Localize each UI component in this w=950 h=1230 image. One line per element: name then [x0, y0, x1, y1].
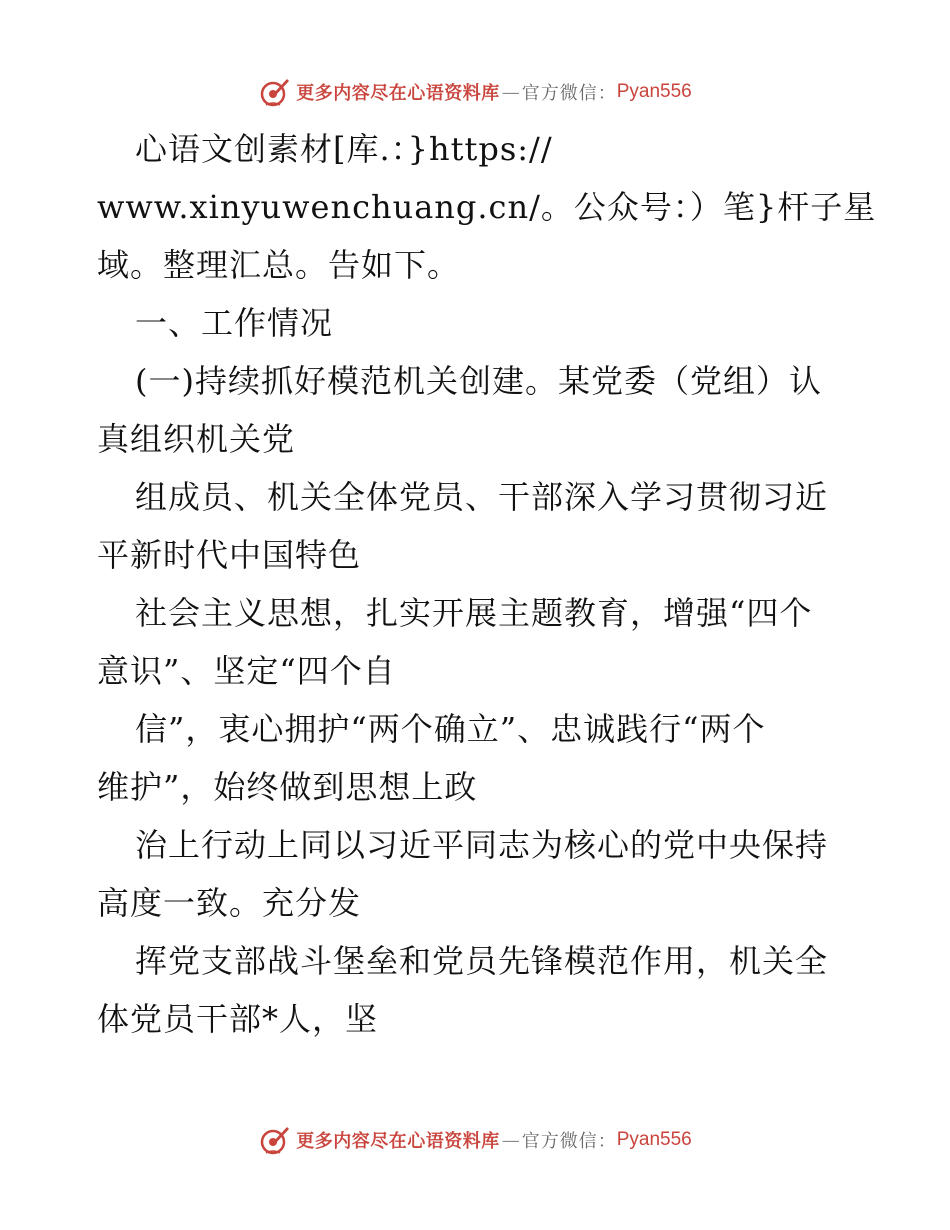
text-line: 组成员、机关全体党员、干部深入学习贯彻习近: [135, 478, 829, 516]
text-line: 社会主义思想，扎实开展主题教育，增强“四个: [135, 594, 813, 632]
text-line: 维护”，始终做到思想上政: [97, 768, 478, 806]
text-line: 平新时代中国特色: [97, 536, 362, 574]
banner-sub-text: 官方微信：: [521, 83, 617, 104]
banner-sub-text: 官方微信：: [521, 1131, 617, 1152]
text-line: 体党员干部*人，坚: [97, 1000, 379, 1038]
text-line: 信”，衷心拥护“两个确立”、忠诚践行“两个: [135, 710, 766, 748]
banner-dash: —: [501, 1129, 520, 1151]
pen-logo-icon: [258, 75, 292, 109]
banner-wechat-id: Pyan556: [616, 81, 692, 102]
text-line: 真组织机关党: [97, 420, 296, 458]
text-line: 意识”、坚定“四个自: [97, 652, 396, 690]
footer-banner: [0, 1120, 950, 1160]
pen-logo-icon: [258, 1123, 292, 1157]
text-line: 一、工作情况: [135, 304, 334, 342]
text-line: 域。整理汇总。告如下。: [97, 246, 461, 284]
text-line: (一)持续抓好模范机关创建。某党委（党组）认: [135, 362, 822, 400]
header-banner: [0, 72, 950, 112]
banner-main-text: 更多内容尽在心语资料库: [296, 1131, 500, 1152]
text-line: 高度一致。充分发: [97, 884, 362, 922]
document-body: [97, 120, 877, 1048]
banner-wechat-id: Pyan556: [616, 1129, 692, 1150]
text-line: 治上行动上同以习近平同志为核心的党中央保持: [135, 826, 829, 864]
text-line: 心语文创素材[库.：}https://: [135, 130, 553, 168]
text-line: 挥党支部战斗堡垒和党员先锋模范作用，机关全: [135, 942, 829, 980]
banner-dash: —: [501, 81, 520, 103]
banner-main-text: 更多内容尽在心语资料库: [296, 83, 500, 104]
text-line: www.xinyuwenchuang.cn/。公众号：）笔}杆子星: [97, 188, 877, 226]
